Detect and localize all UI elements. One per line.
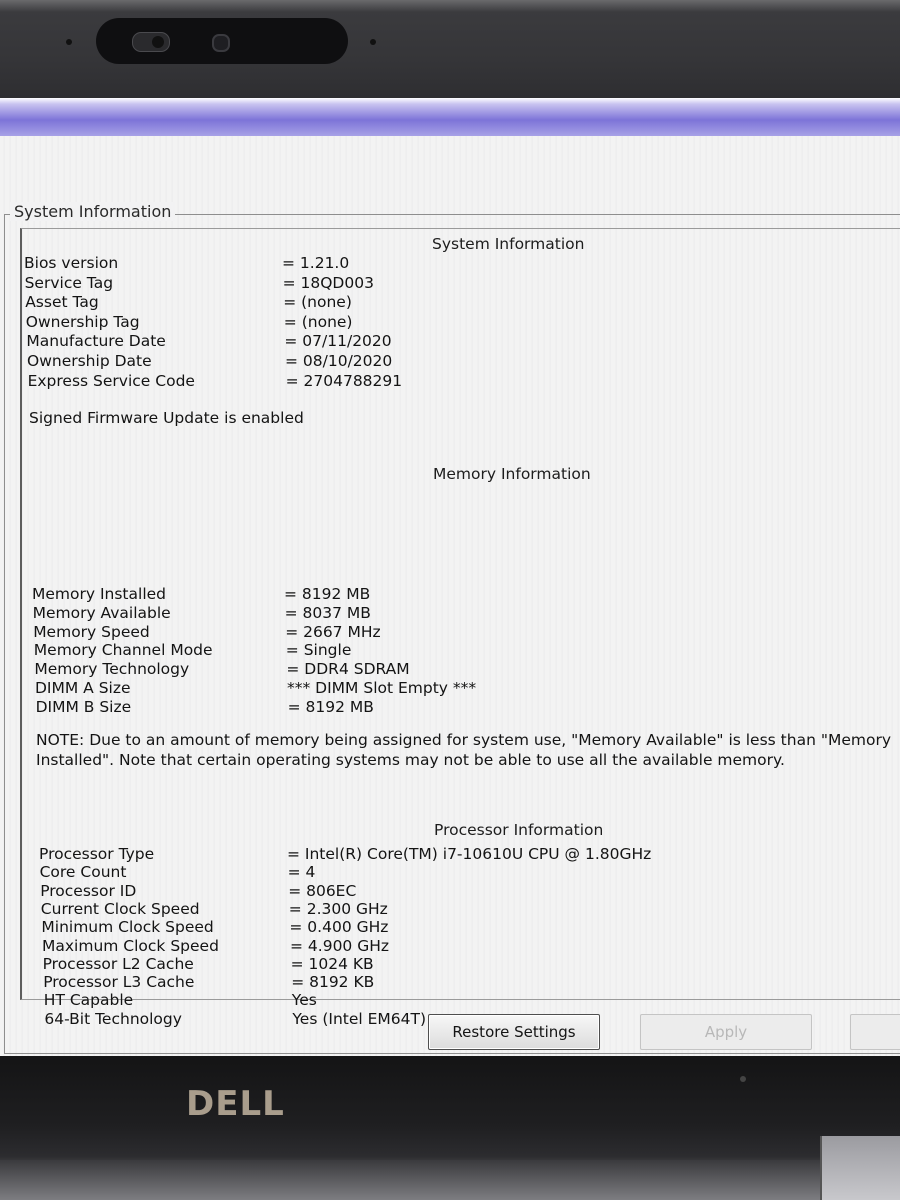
laptop-chassis-corner xyxy=(820,1136,900,1200)
memory-info-row xyxy=(34,641,894,661)
processor-info-value: = 806EC xyxy=(288,881,357,900)
memory-info-value: = 8192 MB xyxy=(287,697,374,716)
processor-info-label: Core Count xyxy=(39,863,127,882)
information-scroll-panel[interactable] xyxy=(20,228,900,1028)
processor-info-label: Current Clock Speed xyxy=(40,899,200,918)
microphone-left-icon xyxy=(66,39,72,45)
processor-info-heading: Processor Information xyxy=(434,821,604,839)
processor-info-row xyxy=(42,937,900,957)
camera-shutter-icon xyxy=(132,32,170,52)
system-info-row xyxy=(26,313,886,333)
laptop-bottom-bezel xyxy=(0,1056,900,1200)
processor-info-label: 64-Bit Technology xyxy=(44,1009,182,1028)
processor-info-value: = 2.300 GHz xyxy=(288,899,388,918)
system-info-label: Asset Tag xyxy=(25,293,99,312)
processor-info-value: = 8192 KB xyxy=(291,973,375,992)
system-info-value: = 2704788291 xyxy=(285,371,403,390)
processor-info-label: Processor L3 Cache xyxy=(43,973,195,992)
dell-logo: DELL xyxy=(186,1084,285,1124)
system-info-row xyxy=(25,293,885,313)
system-info-value: = 18QD003 xyxy=(282,273,374,292)
processor-info-row xyxy=(41,918,900,938)
settings-content-area xyxy=(0,136,900,1056)
memory-info-label: DIMM B Size xyxy=(35,697,132,716)
memory-info-value: *** DIMM Slot Empty *** xyxy=(287,679,477,697)
bios-screen xyxy=(0,98,900,1056)
memory-info-label: Memory Available xyxy=(32,603,171,622)
memory-info-value: = 8192 MB xyxy=(284,585,371,603)
processor-info-value: = 4 xyxy=(287,863,316,882)
system-info-label: Bios version xyxy=(24,254,119,272)
memory-info-heading: Memory Information xyxy=(433,465,591,483)
processor-info-row xyxy=(43,973,900,993)
memory-info-row xyxy=(33,604,893,624)
window-title-bar xyxy=(0,98,900,136)
system-info-label: Service Tag xyxy=(24,273,114,292)
memory-info-label: Memory Technology xyxy=(34,660,190,679)
system-info-value: = (none) xyxy=(283,312,353,331)
processor-info-value: Yes xyxy=(291,991,317,1010)
processor-info-label: Minimum Clock Speed xyxy=(41,918,214,937)
system-info-row xyxy=(27,352,887,372)
firmware-update-status: Signed Firmware Update is enabled xyxy=(29,409,304,427)
group-title: System Information xyxy=(10,202,175,221)
memory-info-value: = DDR4 SDRAM xyxy=(286,660,410,679)
system-info-row xyxy=(28,372,888,392)
processor-info-row xyxy=(43,955,900,975)
processor-info-row xyxy=(39,845,899,865)
system-info-heading: System Information xyxy=(432,235,585,253)
memory-info-label: Memory Speed xyxy=(33,622,150,641)
processor-info-label: Maximum Clock Speed xyxy=(42,936,219,955)
restore-settings-button[interactable]: Restore Settings xyxy=(428,1014,600,1050)
system-info-label: Ownership Tag xyxy=(25,312,140,331)
webcam-lens-icon xyxy=(212,34,230,52)
laptop-hinge xyxy=(0,1160,820,1200)
memory-info-row xyxy=(32,585,892,605)
memory-info-row xyxy=(33,623,893,643)
processor-info-row xyxy=(40,882,900,902)
processor-info-row xyxy=(41,900,900,920)
processor-info-row xyxy=(40,863,900,883)
system-info-value: = 07/11/2020 xyxy=(284,332,392,351)
system-info-label: Express Service Code xyxy=(27,371,195,390)
memory-info-value: = Single xyxy=(285,641,352,660)
apply-button[interactable]: Apply xyxy=(640,1014,812,1050)
system-info-value: = 1.21.0 xyxy=(282,254,350,272)
memory-info-label: Memory Channel Mode xyxy=(33,641,213,660)
processor-info-row xyxy=(44,991,900,1011)
system-info-value: = (none) xyxy=(283,293,352,312)
laptop-top-bezel xyxy=(0,0,900,98)
memory-info-row xyxy=(36,698,896,718)
memory-note: NOTE: Due to an amount of memory being assigned for system use, "Memory Available" is less than "Memory Installed". Note that certain operating systems may not be able to use all the available memory. xyxy=(36,731,891,769)
memory-info-value: = 8037 MB xyxy=(284,603,371,622)
processor-info-value: = 0.400 GHz xyxy=(289,918,389,937)
system-info-label: Manufacture Date xyxy=(26,332,166,351)
status-led-icon xyxy=(740,1076,746,1082)
exit-button[interactable] xyxy=(850,1014,900,1050)
memory-info-row xyxy=(35,679,895,699)
processor-info-label: Processor L2 Cache xyxy=(42,954,194,973)
webcam-housing xyxy=(96,18,348,64)
system-info-row xyxy=(25,274,885,294)
microphone-right-icon xyxy=(370,39,376,45)
memory-info-label: Memory Installed xyxy=(32,585,166,603)
memory-info-label: DIMM A Size xyxy=(35,679,131,697)
system-info-row xyxy=(26,332,886,352)
processor-info-value: = 4.900 GHz xyxy=(290,936,390,955)
processor-info-label: Processor ID xyxy=(40,881,137,900)
processor-info-value: Yes (Intel EM64T) xyxy=(292,1009,427,1028)
processor-info-value: = 1024 KB xyxy=(290,954,374,973)
processor-info-label: Processor Type xyxy=(39,845,155,863)
processor-info-value: = Intel(R) Core(TM) i7-10610U CPU @ 1.80GHz xyxy=(287,845,652,863)
system-info-value: = 08/10/2020 xyxy=(285,352,393,370)
system-info-label: Ownership Date xyxy=(27,352,152,370)
memory-info-value: = 2667 MHz xyxy=(285,622,381,641)
system-info-row xyxy=(24,254,884,274)
processor-info-label: HT Capable xyxy=(43,991,134,1010)
memory-info-row xyxy=(34,660,894,680)
